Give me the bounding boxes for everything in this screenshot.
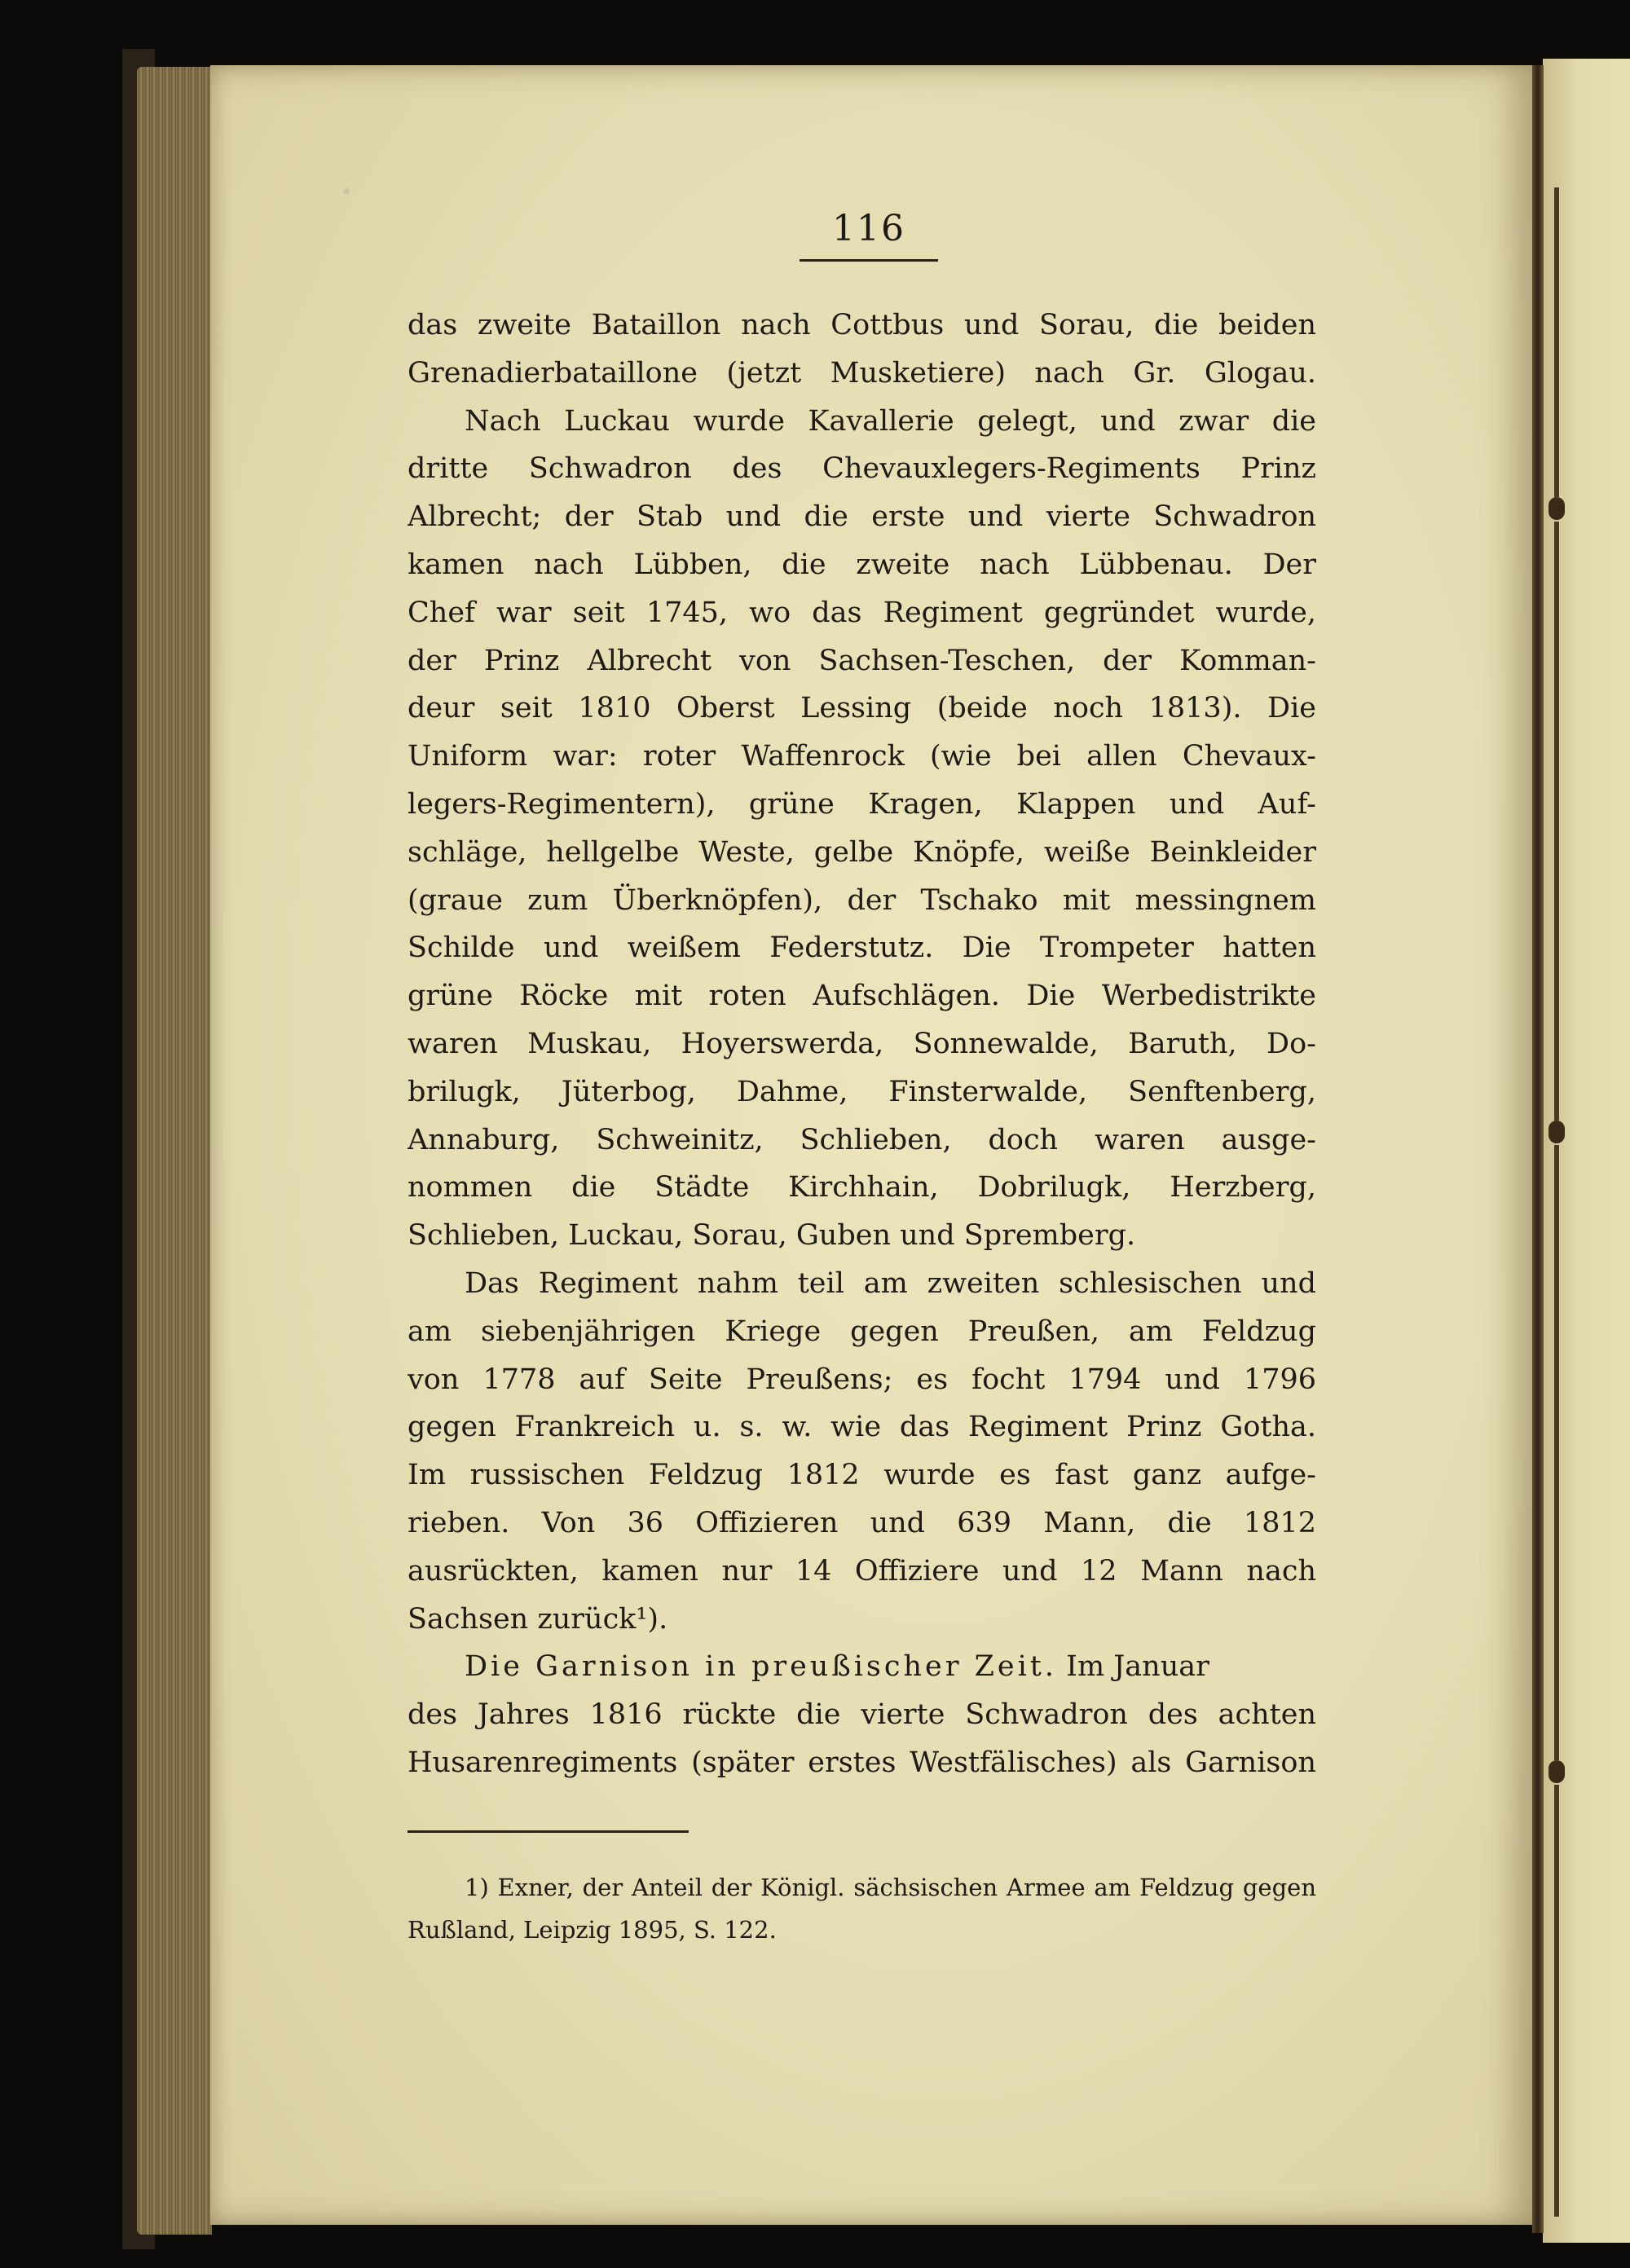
binding-thread [1554, 522, 1559, 1121]
text-line: brilugk, Jüterbog, Dahme, Finsterwalde, Senftenberg, [408, 1075, 1316, 1108]
text-line: kamen nach Lübben, die zweite nach Lübbenau. Der [408, 548, 1316, 581]
text-line: Chef war seit 1745, wo das Regiment gegründet wurde, [408, 596, 1316, 629]
binding-knot [1548, 1121, 1565, 1143]
page-gutter [1532, 65, 1544, 2233]
text-line: gegen Frankreich u. s. w. wie das Regiment Prinz Gotha. [408, 1411, 1316, 1444]
text-line: Im russischen Feldzug 1812 wurde es fast ganz aufge- [408, 1459, 1316, 1492]
text-line: am siebenjährigen Kriege gegen Preußen, am Feldzug [408, 1315, 1316, 1348]
text-line: Husarenregiments (später erstes Westfälisches) als Garnison [408, 1746, 1316, 1779]
text-line: Albrecht; der Stab und die erste und vierte Schwadron [408, 500, 1316, 534]
text-line: von 1778 auf Seite Preußens; es focht 1794 und 1796 [408, 1363, 1316, 1396]
binding-thread [1554, 1785, 1559, 2217]
text-line: grüne Röcke mit roten Aufschlägen. Die Werbedistrikte [408, 980, 1316, 1013]
binding-thread [1554, 187, 1559, 497]
footnote-line: 1) Exner, der Anteil der Königl. sächsischen Armee am Feldzug gegen [465, 1874, 1316, 1901]
text-line: Schlieben, Luckau, Sorau, Guben und Spremberg. [408, 1219, 1136, 1253]
text-line: schläge, hellgelbe Weste, gelbe Knöpfe, weiße Beinkleider [408, 835, 1316, 869]
text-line: (graue zum Überknöpfen), der Tschako mit messingnem [408, 883, 1316, 917]
text-line: Uniform war: roter Waffenrock (wie bei allen Chevaux- [408, 740, 1316, 773]
text-line: Schilde und weißem Federstutz. Die Trompeter hatten [408, 931, 1316, 965]
text-line: des Jahres 1816 rückte die vierte Schwadron des achten [408, 1698, 1316, 1732]
body-text [408, 302, 1316, 1787]
text-line: ausrückten, kamen nur 14 Offiziere und 12 Mann nach [408, 1554, 1316, 1588]
text-line: waren Muskau, Hoyerswerda, Sonnewalde, Baruth, Do- [408, 1027, 1316, 1060]
text-line: rieben. Von 36 Offizieren und 639 Mann, die 1812 [408, 1506, 1316, 1539]
binding-thread [1554, 1145, 1559, 1760]
text-line [408, 1643, 1316, 1691]
text-line: Das Regiment nahm teil am zweiten schlesischen und [465, 1266, 1316, 1300]
text-line: Nach Luckau wurde Kavallerie gelegt, und zwar die [465, 404, 1316, 438]
binding-knot [1548, 497, 1565, 520]
footnotes [408, 1866, 1316, 1951]
page-block-edges [137, 67, 212, 2235]
text-line: Grenadierbataillone (jetzt Musketiere) nach Gr. Glogau. [408, 356, 1316, 390]
page-number: 116 [832, 208, 905, 249]
section-heading: Die Garnison in preußischer Zeit. [465, 1650, 1057, 1684]
text-line: nommen die Städte Kirchhain, Dobrilugk, Herzberg, [408, 1171, 1316, 1204]
text-line: dritte Schwadron des Chevauxlegers-Regiments Prinz [408, 452, 1316, 486]
text-line: Sachsen zurück¹). [408, 1602, 668, 1636]
footnote-rule [408, 1830, 689, 1833]
text-line: Annaburg, Schweinitz, Schlieben, doch waren ausge- [408, 1123, 1316, 1156]
text-line: der Prinz Albrecht von Sachsen-Teschen, der Komman- [408, 644, 1316, 677]
header-rule [800, 259, 938, 262]
footnote-line: Rußland, Leipzig 1895, S. 122. [408, 1916, 777, 1944]
text-fragment: Im Januar [1057, 1650, 1209, 1684]
paper-speck [343, 188, 350, 195]
binding-knot [1548, 1760, 1565, 1783]
text-line: legers-Regimentern), grüne Kragen, Klappen und Auf- [408, 787, 1316, 821]
text-line: das zweite Bataillon nach Cottbus und Sorau, die beiden [408, 309, 1316, 341]
text-line: deur seit 1810 Oberst Lessing (beide noch 1813). Die [408, 692, 1316, 725]
